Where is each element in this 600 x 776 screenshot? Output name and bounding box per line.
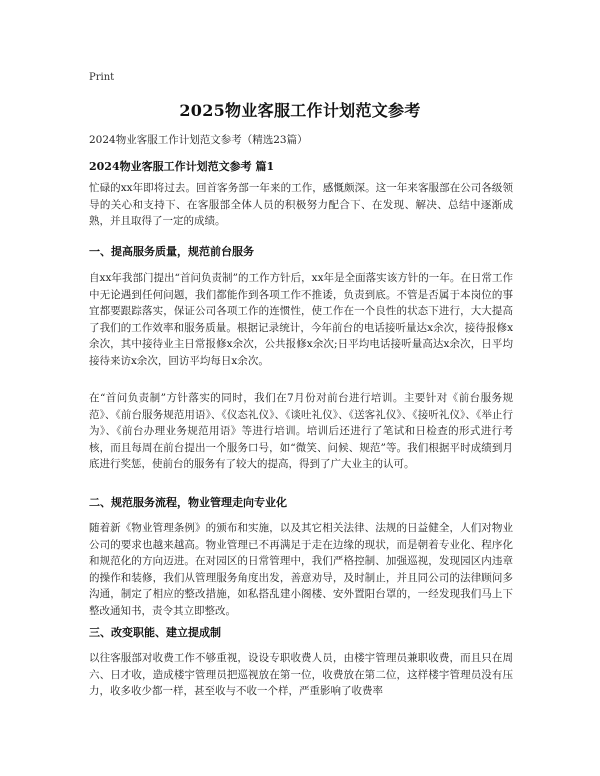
paragraph-section-1b: 在“首问负责制”方针落实的同时，我们在7月份对前台进行培训。主要针对《前台服务规范》、《前台服务规范用语》、《仪态礼仪》、《谈吐礼仪》、《送客礼仪》、《接听礼仪》、《举止行为》、《前台办理业务规范用语》等进行培训。培训后还进行了笔试和日检查的形式进行考核，而且每周在前台提出一个服务口号，如“微笑、问候、规范”等。我们根据平时成绩到月底进行奖惩，使前台的服务有了较大的提高，得到了广大业主的认可。 [89,392,513,470]
section-heading-2: 二、规范服务流程，物业管理走向专业化 [89,496,287,509]
paragraph-intro: 忙碌的xx年即将过去。回首客务部一年来的工作，感慨颇深。这一年来客服部在公司各级领导的关心和支持下、在客服部全体人员的积极努力配合下、在发现、解决、总结中逐渐成熟，并且取得了一定的成绩。 [89,182,513,227]
document-title: 2025物业客服工作计划范文参考 [179,101,421,120]
paragraph-section-1a: 自xx年我部门提出“首问负责制”的工作方针后，xx年是全面落实该方针的一年。在日常工作中无论遇到任何问题，我们都能作到各项工作不推诿，负责到底。不管是否属于本岗位的事宜都要跟踪落实，保证公司各项工作的连惯性，使工作在一个良性的状态下进行，大大提高了我们的工作效率和服务质量。根据记录统计，今年前台的电话接听量达x余次，接待报修x余次，其中接待业主日常报修x余次，公共报修x余次;日平均电话接听量高达x余次，日平均接待来访x余次，回访平均每日x余次。 [89,272,513,367]
section-heading-3: 三、改变职能、建立提成制 [89,626,221,639]
section-heading-1: 一、提高服务质量，规范前台服务 [89,245,254,258]
document-subtitle: 2024物业客服工作计划范文参考（精选23篇） [89,134,308,146]
paragraph-section-2: 随着新《物业管理条例》的颁布和实施，以及其它相关法律、法规的日益健全，人们对物业公司的要求也越来越高。物业管理已不再满足于走在边缘的现状，而是朝着专业化、程序化和规范化的方向迈进。在对园区的日常管理中，我们严格控制、加强巡视，发现园区内违章的操作和装修，我们从管理服务角度出发，善意劝导，及时制止，并且同公司的法律顾问多沟通，制定了相应的整改措施，如私搭乱建小阁楼、安外置阳台罩的，一经发现我们马上下整改通知书，责令其立即整改。 [89,522,513,617]
article-heading: 2024物业客服工作计划范文参考 篇1 [89,160,275,173]
paragraph-section-3: 以往客服部对收费工作不够重视，设设专职收费人员，由楼宇管理员兼职收费，而且只在周六、日才收，造成楼宇管理员把巡视放在第一位，收费放在第二位，这样楼宇管理员没有压力，收多收少都一样，甚至收与不收一个样，严重影响了收费率 [89,652,513,697]
print-label: Print [89,72,115,83]
